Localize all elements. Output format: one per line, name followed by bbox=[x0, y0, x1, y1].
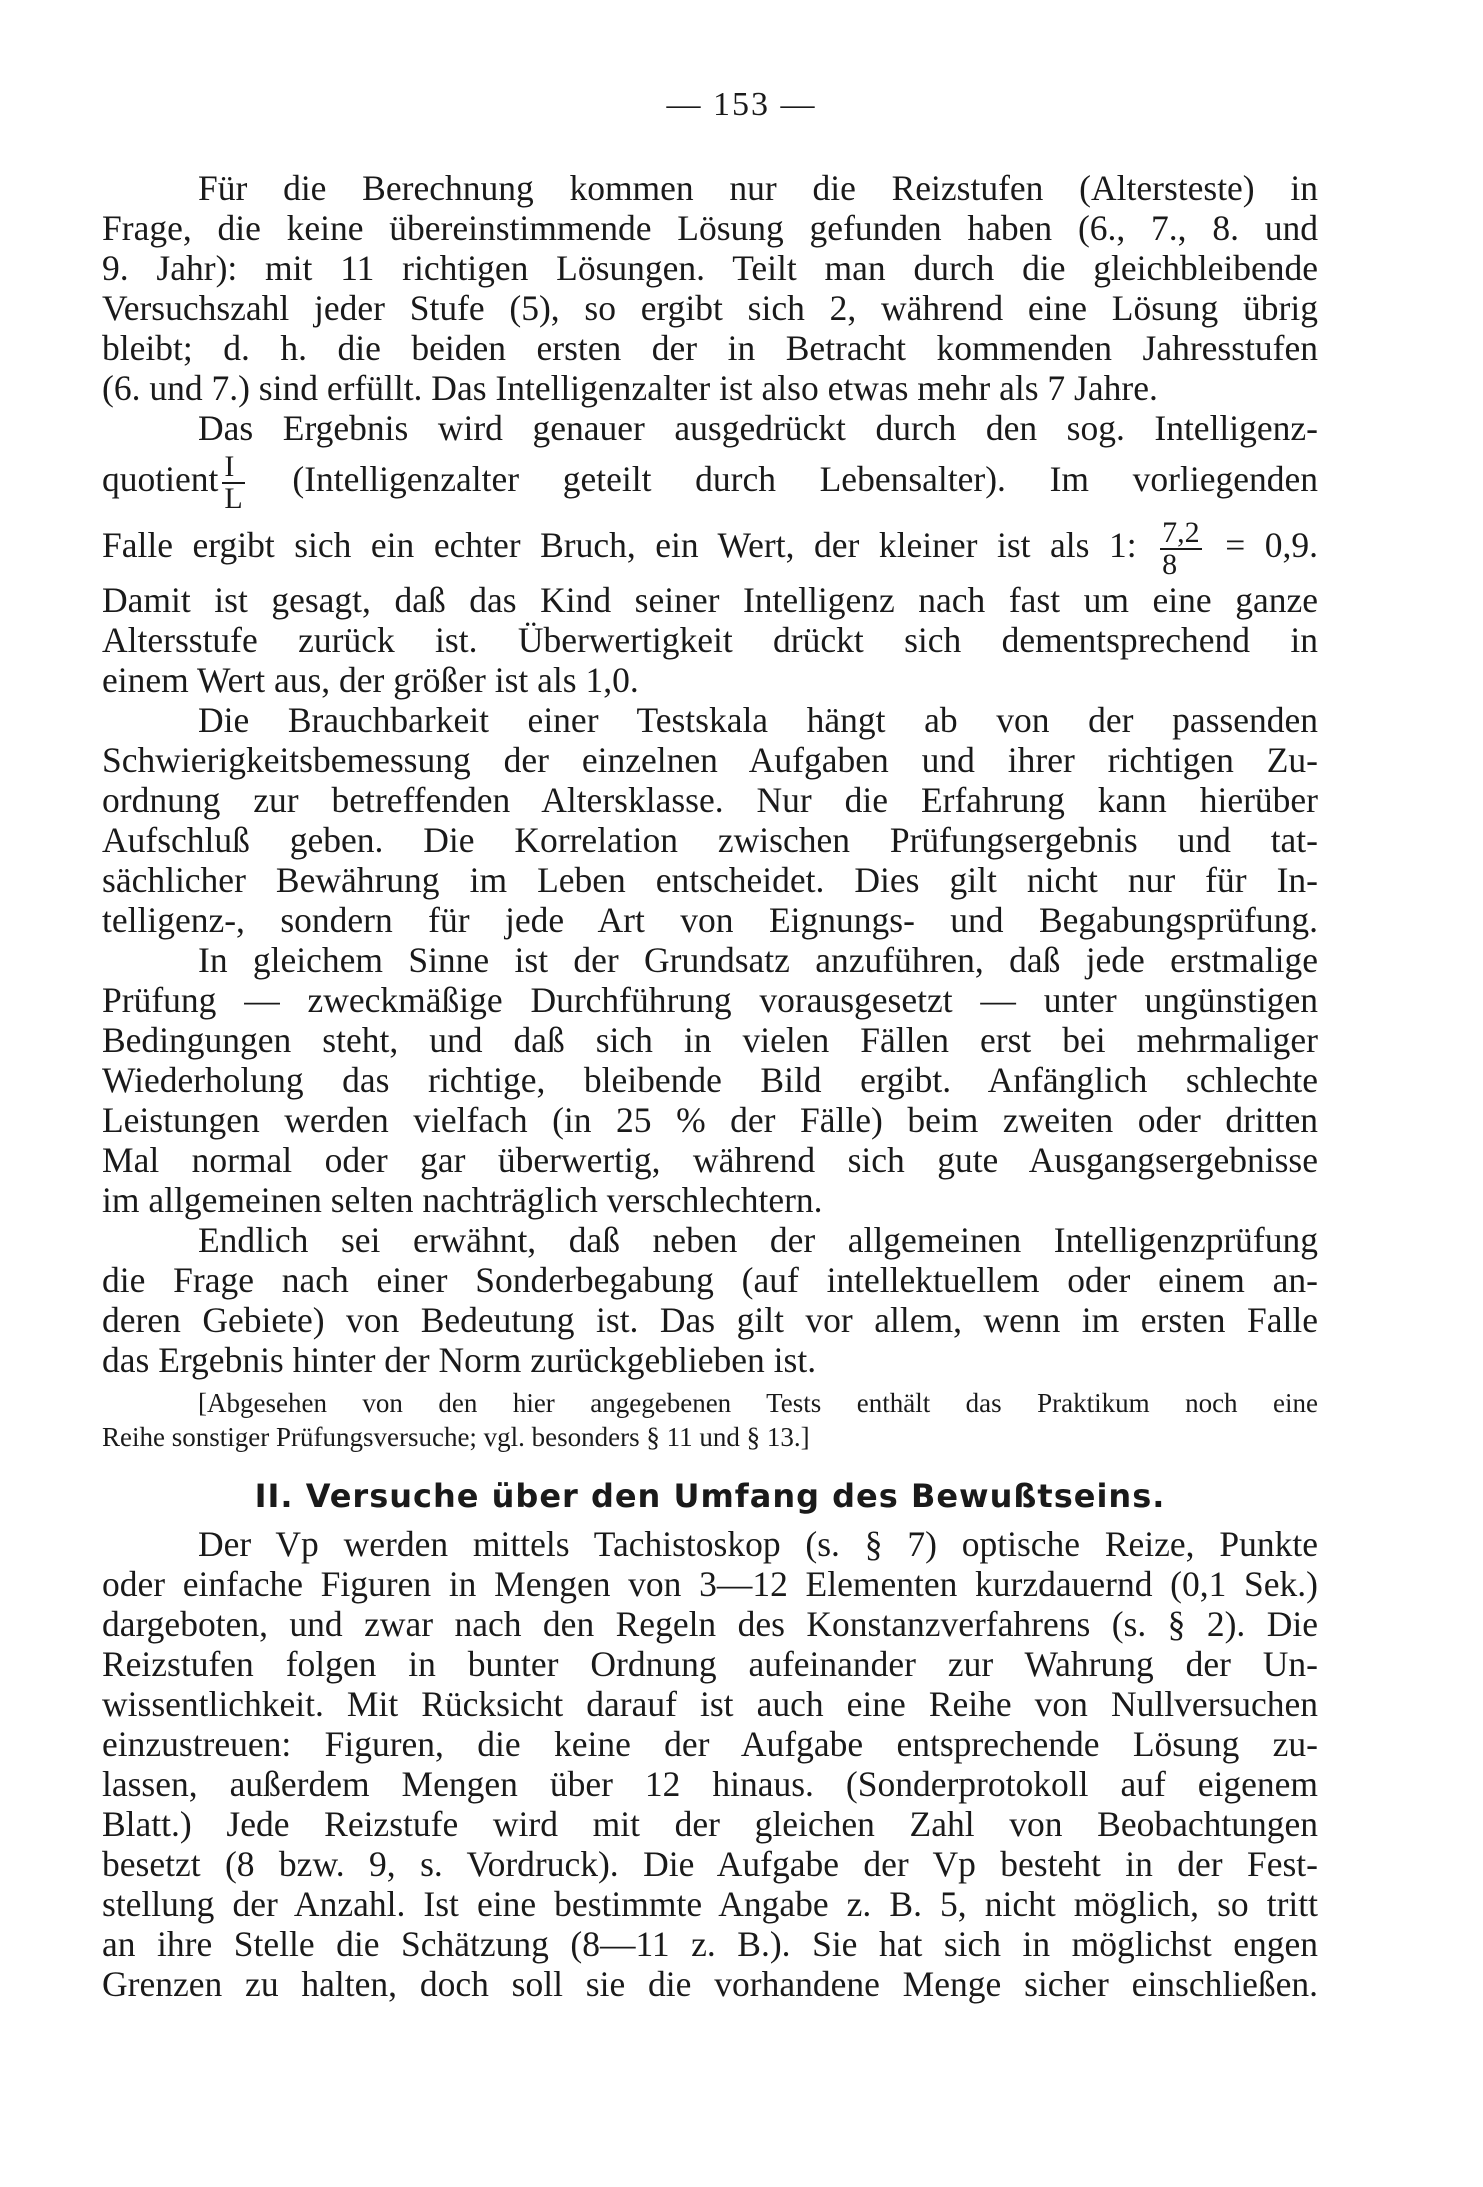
fraction-denominator: 8 bbox=[1160, 548, 1202, 580]
page-number: — 153 — bbox=[666, 86, 817, 123]
text-fragment: = 0,9. bbox=[1225, 525, 1319, 565]
text-line: im allgemeinen selten nachträglich verschlechtern. bbox=[102, 1180, 823, 1220]
paragraph-2 bbox=[102, 408, 1318, 700]
text-line: Leistungen werden vielfach (in 25 % der Fälle) beim zweiten oder dritten bbox=[102, 1100, 1318, 1140]
text-line: Reizstufen folgen in bunter Ordnung aufeinander zur Wahrung der Un- bbox=[102, 1644, 1318, 1684]
text-line: an ihre Stelle die Schätzung (8—11 z. B.). Sie hat sich in möglichst engen bbox=[102, 1924, 1318, 1964]
text-line: Aufschluß geben. Die Korrelation zwischen Prüfungsergebnis und tat- bbox=[102, 820, 1318, 860]
text-line: das Ergebnis hinter der Norm zurückgeblieben ist. bbox=[102, 1340, 817, 1380]
paragraph-5 bbox=[102, 1220, 1318, 1380]
note-line: [Abgesehen von den hier angegebenen Tests enthält das Praktikum noch eine bbox=[198, 1388, 1318, 1418]
text-line: oder einfache Figuren in Mengen von 3—12 Elementen kurzdauernd (0,1 Sek.) bbox=[102, 1564, 1318, 1604]
text-fragment: Falle ergibt sich ein echter Bruch, ein Wert, der kleiner ist als 1: bbox=[102, 525, 1137, 565]
text-line: Die Brauchbarkeit einer Testskala hängt ab von der passenden bbox=[198, 700, 1318, 740]
paragraph-1 bbox=[102, 168, 1318, 408]
text-line: Frage, die keine übereinstimmende Lösung gefunden haben (6., 7., 8. und bbox=[102, 208, 1318, 248]
text-line: Versuchszahl jeder Stufe (5), so ergibt sich 2, während eine Lösung übrig bbox=[102, 288, 1318, 328]
text-line: Der Vp werden mittels Tachistoskop (s. § 7) optische Reize, Punkte bbox=[198, 1524, 1318, 1564]
text-line: (6. und 7.) sind erfüllt. Das Intelligenzalter ist also etwas mehr als 7 Jahre. bbox=[102, 368, 1158, 408]
text-line: Für die Berechnung kommen nur die Reizstufen (Altersteste) in bbox=[198, 168, 1318, 208]
fraction-numerator: 7,2 bbox=[1162, 515, 1200, 549]
text-line: Mal normal oder gar überwertig, während sich gute Ausgangsergebnisse bbox=[102, 1140, 1318, 1180]
text-fragment: quotient bbox=[102, 459, 219, 499]
text-line: wissentlichkeit. Mit Rücksicht darauf ist auch eine Reihe von Nullversuchen bbox=[102, 1684, 1318, 1724]
text-line: Bedingungen steht, und daß sich in vielen Fällen erst bei mehrmaliger bbox=[102, 1020, 1318, 1060]
text-fragment: (Intelligenzalter geteilt durch Lebensalter). Im vorliegenden bbox=[292, 459, 1319, 499]
text-line: einem Wert aus, der größer ist als 1,0. bbox=[102, 660, 639, 700]
text-line: Prüfung — zweckmäßige Durchführung vorausgesetzt — unter ungünstigen bbox=[102, 980, 1318, 1020]
text-line: besetzt (8 bzw. 9, s. Vordruck). Die Aufgabe der Vp besteht in der Fest- bbox=[102, 1844, 1318, 1884]
example-line bbox=[102, 510, 1318, 580]
text-line: bleibt; d. h. die beiden ersten der in Betracht kommenden Jahresstufen bbox=[102, 328, 1318, 368]
text-line: lassen, außerdem Mengen über 12 hinaus. (Sonderprotokoll auf eigenem bbox=[102, 1764, 1318, 1804]
text-line: dargeboten, und zwar nach den Regeln des Konstanzverfahrens (s. § 2). Die bbox=[102, 1604, 1318, 1644]
text-line: Altersstufe zurück ist. Überwertigkeit drückt sich dementsprechend in bbox=[102, 620, 1318, 660]
fraction-i-over-l bbox=[222, 449, 244, 515]
fraction-numerator: I bbox=[224, 449, 235, 483]
paragraph-6 bbox=[102, 1524, 1318, 2004]
text-line: Schwierigkeitsbemessung der einzelnen Aufgaben und ihrer richtigen Zu- bbox=[102, 740, 1318, 780]
text-line: sächlicher Bewährung im Leben entscheidet. Dies gilt nicht nur für In- bbox=[102, 860, 1318, 900]
text-line: Das Ergebnis wird genauer ausgedrückt durch den sog. Intelligenz- bbox=[198, 408, 1318, 448]
text-line: telligenz-, sondern für jede Art von Eignungs- und Begabungsprüfung. bbox=[102, 900, 1318, 940]
text-line: Grenzen zu halten, doch soll sie die vorhandene Menge sicher einschließen. bbox=[102, 1964, 1318, 2004]
text-line: Endlich sei erwähnt, daß neben der allgemeinen Intelligenzprüfung bbox=[198, 1220, 1318, 1260]
body-text bbox=[102, 168, 1318, 2004]
note-line: Reihe sonstiger Prüfungsversuche; vgl. besonders § 11 und § 13.] bbox=[102, 1422, 810, 1452]
fraction-7-2-over-8 bbox=[1160, 515, 1202, 581]
text-line: einzustreuen: Figuren, die keine der Aufgabe entsprechende Lösung zu- bbox=[102, 1724, 1318, 1764]
text-line: ordnung zur betreffenden Altersklasse. Nur die Erfahrung kann hierüber bbox=[102, 780, 1318, 820]
paragraph-4 bbox=[102, 940, 1318, 1220]
text-line: Blatt.) Jede Reizstufe wird mit der gleichen Zahl von Beobachtungen bbox=[102, 1804, 1318, 1844]
paragraph-3 bbox=[102, 700, 1318, 940]
section-heading: II. Versuche über den Umfang des Bewußtseins. bbox=[254, 1477, 1166, 1515]
fraction-denominator: L bbox=[224, 481, 243, 515]
bracketed-note bbox=[102, 1386, 1318, 1454]
quotient-line bbox=[102, 448, 1319, 515]
text-line: Damit ist gesagt, daß das Kind seiner Intelligenz nach fast um eine ganze bbox=[102, 580, 1318, 620]
text-line: 9. Jahr): mit 11 richtigen Lösungen. Teilt man durch die gleichbleibende bbox=[102, 248, 1318, 288]
text-line: stellung der Anzahl. Ist eine bestimmte Angabe z. B. 5, nicht möglich, so tritt bbox=[102, 1884, 1318, 1924]
text-line: deren Gebiete) von Bedeutung ist. Das gilt vor allem, wenn im ersten Falle bbox=[102, 1300, 1318, 1340]
text-line: Wiederholung das richtige, bleibende Bild ergibt. Anfänglich schlechte bbox=[102, 1060, 1318, 1100]
text-line: die Frage nach einer Sonderbegabung (auf intellektuellem oder einem an- bbox=[102, 1260, 1318, 1300]
text-line: In gleichem Sinne ist der Grundsatz anzuführen, daß jede erstmalige bbox=[198, 940, 1318, 980]
